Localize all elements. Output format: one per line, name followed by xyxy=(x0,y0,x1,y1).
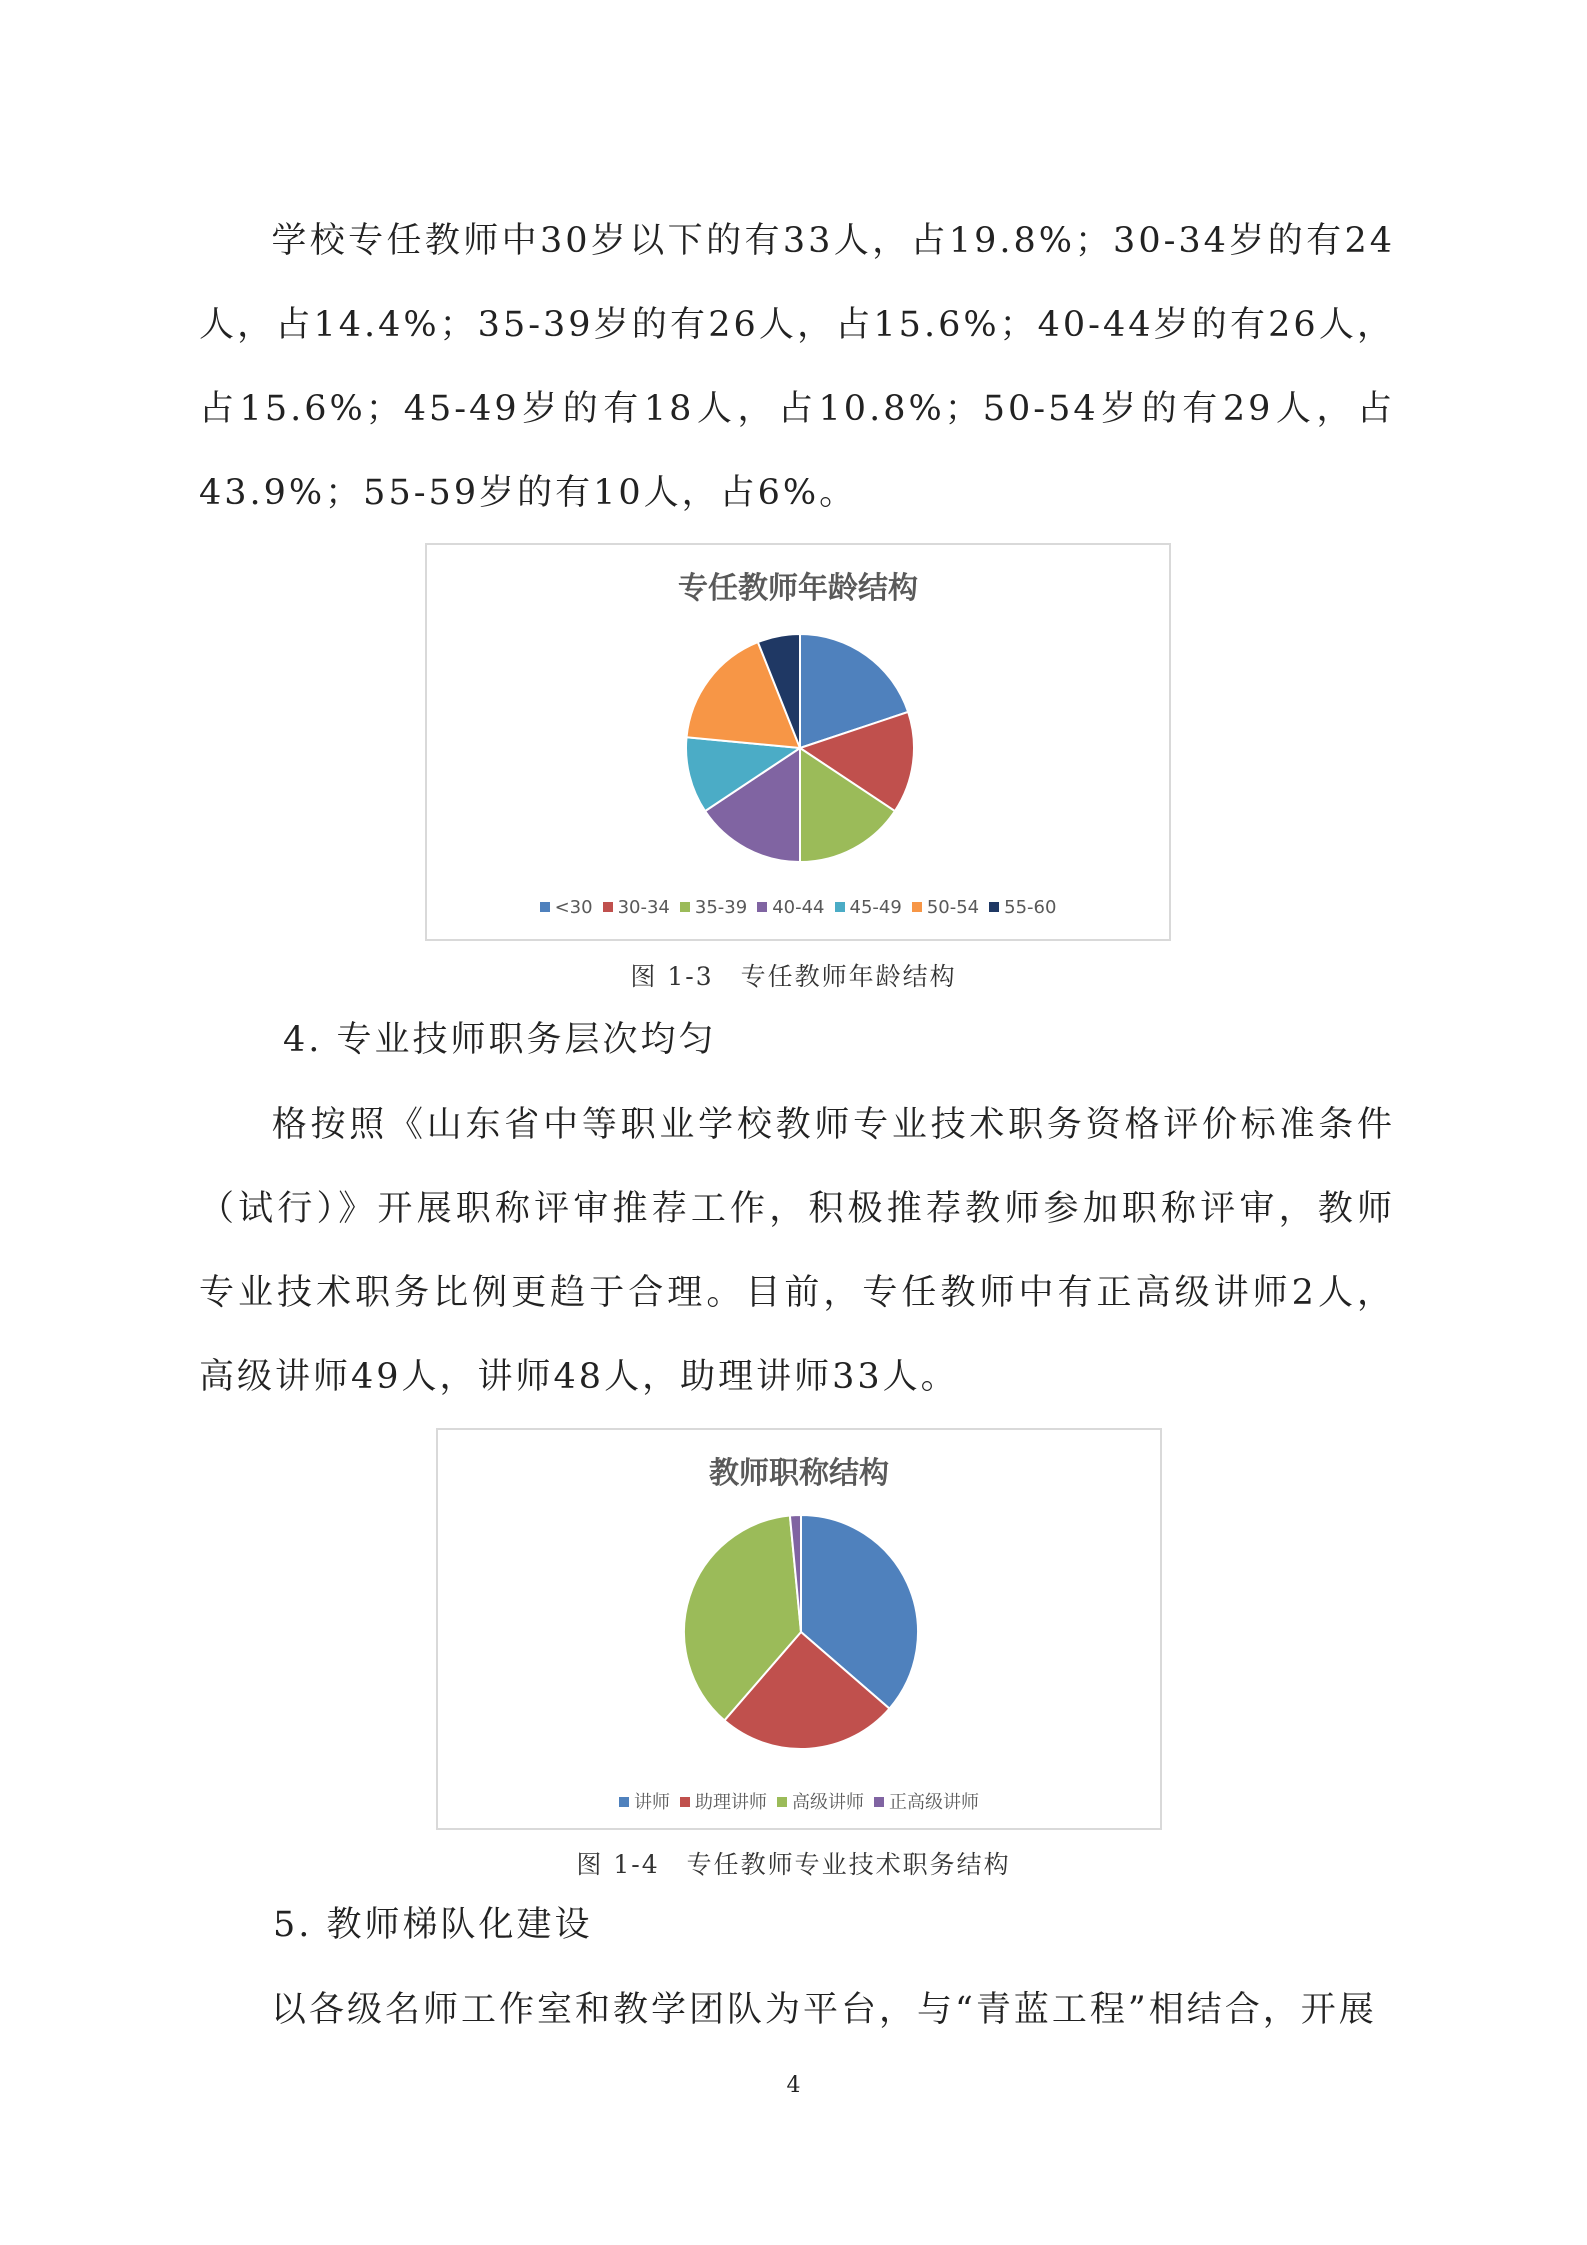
age-chart-legend-item xyxy=(680,897,747,918)
paragraph-age-structure xyxy=(199,199,1395,535)
title-chart-title: 教师职称结构 xyxy=(709,1456,889,1491)
title-chart-legend-item xyxy=(680,1788,767,1814)
age-chart-legend-swatch xyxy=(989,902,999,912)
title-chart-legend-label: 高级讲师 xyxy=(792,1792,864,1813)
age-chart-legend-item xyxy=(835,897,902,918)
title-chart-legend-item xyxy=(777,1788,864,1814)
title-chart-frame xyxy=(436,1428,1162,1830)
age-chart-legend-label: <30 xyxy=(554,897,593,918)
age-chart-frame xyxy=(425,543,1171,941)
age-chart-legend-item xyxy=(912,897,979,918)
paragraph-age-text: 学校专任教师中30岁以下的有33人，占19.8%；30-34岁的有24人，占14.4%；35-39岁的有26人，占15.6%；40-44岁的有26人，占15.6%；45-49岁的有18人，占10.8%；50-54岁的有29人，占43.9%；55-59岁的有10人，占6%。 xyxy=(199,221,1395,513)
age-chart-legend-label: 35-39 xyxy=(694,897,748,918)
paragraph-title-policy-text: 格按照《山东省中等职业学校教师专业技术职务资格评价标准条件（试行）》开展职称评审推荐工作，积极推荐教师参加职称评审，教师专业技术职务比例更趋于合理。目前，专任教师中有正高级讲师2人，高级讲师49人，讲师48人，助理讲师33人。 xyxy=(199,1105,1395,1397)
age-chart-legend-item xyxy=(989,897,1056,918)
age-chart-legend xyxy=(427,897,1169,918)
title-chart-legend xyxy=(438,1788,1160,1814)
age-chart-title: 专任教师年龄结构 xyxy=(678,571,918,606)
title-pie-chart xyxy=(438,1430,1164,1832)
section-heading-5: 5. 教师梯队化建设 xyxy=(273,1905,593,1945)
title-chart-legend-label: 助理讲师 xyxy=(695,1792,767,1813)
title-chart-legend-swatch xyxy=(777,1797,787,1807)
age-chart-legend-label: 55-60 xyxy=(1004,897,1057,918)
age-chart-legend-swatch xyxy=(680,902,690,912)
section-heading-4: 4. 专业技师职务层次均匀 xyxy=(283,1020,717,1060)
age-chart-legend-label: 40-44 xyxy=(772,897,825,918)
age-chart-legend-swatch xyxy=(603,902,613,912)
age-chart-legend-item xyxy=(757,897,824,918)
paragraph-team xyxy=(199,1968,1395,2052)
age-chart-legend-label: 30-34 xyxy=(617,897,670,918)
title-chart-legend-swatch xyxy=(680,1797,690,1807)
age-chart-legend-swatch xyxy=(757,902,767,912)
age-chart-legend-label: 45-49 xyxy=(849,897,902,918)
title-chart-legend-item xyxy=(874,1788,979,1814)
figure-caption-1-4: 图 1-4 专任教师专业技术职务结构 xyxy=(576,1850,1011,1879)
age-chart-legend-label: 50-54 xyxy=(926,897,980,918)
title-chart-legend-swatch xyxy=(874,1797,884,1807)
title-chart-legend-swatch xyxy=(619,1797,629,1807)
figure-caption-1-3: 图 1-3 专任教师年龄结构 xyxy=(630,962,957,991)
age-chart-legend-swatch xyxy=(540,902,550,912)
age-chart-legend-swatch xyxy=(912,902,922,912)
page-number: 4 xyxy=(786,2073,801,2098)
title-chart-legend-label: 讲师 xyxy=(634,1792,670,1813)
age-chart-legend-swatch xyxy=(835,902,845,912)
title-chart-legend-item xyxy=(619,1788,670,1814)
title-chart-legend-label: 正高级讲师 xyxy=(889,1792,979,1813)
age-pie-chart xyxy=(427,545,1173,943)
age-chart-legend-item xyxy=(540,897,593,918)
paragraph-team-text: 以各级名师工作室和教学团队为平台，与“青蓝工程”相结合，开展 xyxy=(271,1990,1377,2030)
paragraph-title-policy xyxy=(199,1083,1395,1419)
age-chart-legend-item xyxy=(603,897,670,918)
